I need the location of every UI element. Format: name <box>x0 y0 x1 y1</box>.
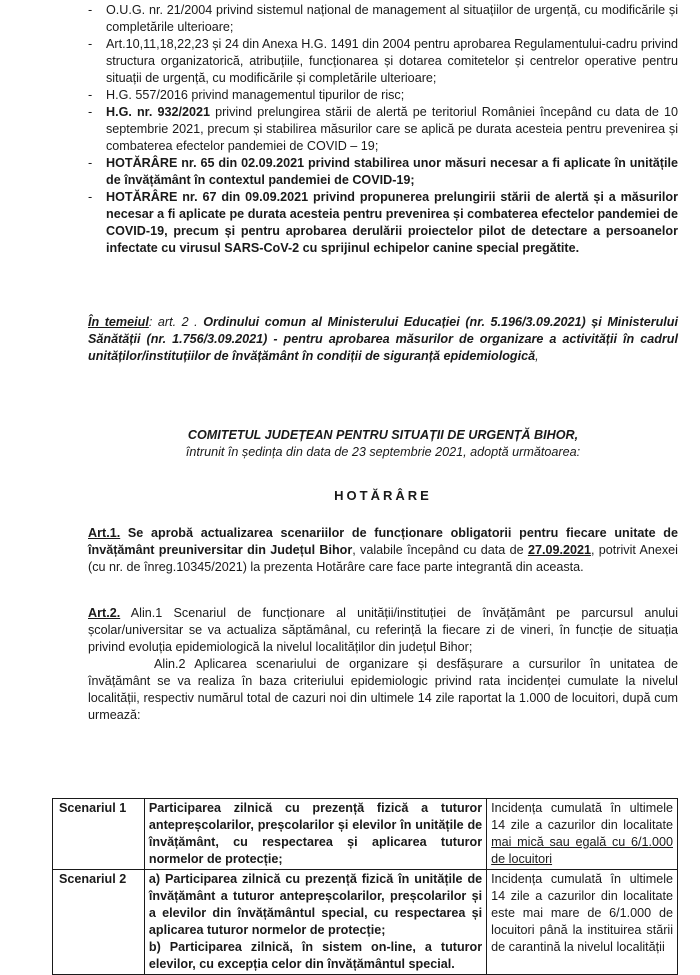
temei-text: : art. 2 . <box>148 315 204 329</box>
bullet-dash: - <box>88 156 93 170</box>
list-item <box>88 104 678 155</box>
article-1-label: Art.1. <box>88 526 121 540</box>
measure-text: a) Participarea zilnică cu prezență fizică în unitățile de învățământ a tuturor antepreșcolarilor, preșcolarilor și a elevilor din învățământul special, cu respectarea și aplicarea tuturor normelor de protecție; <box>148 872 483 937</box>
list-item <box>88 155 678 189</box>
scenario-measure <box>144 870 486 975</box>
bullet-dash: - <box>88 3 93 17</box>
list-item-text: O.U.G. nr. 21/2004 privind sistemul național de management al situațiilor de urgență, cu modificările și completările ulterioare; <box>106 3 678 34</box>
list-item-text: H.G. 557/2016 privind managementul tipurilor de risc; <box>106 88 405 102</box>
scenario-name: Scenariul 2 <box>53 870 145 975</box>
article-2-paragraph-1 <box>88 605 678 656</box>
measure-text-b: b) Participarea zilnică, în sistem on-line, a tuturor elevilor, cu excepția celor din învățământul special. <box>148 940 483 971</box>
committee-name: COMITETUL JUDEȚEAN PENTRU SITUAȚII DE URGENȚĂ BIHOR, <box>187 428 579 442</box>
temei-label: În temeiul <box>88 315 149 329</box>
article-1-text: , valabile începând cu data de <box>352 543 528 557</box>
scenario-measure <box>144 799 486 870</box>
criterion-text: Incidența cumulată în ultimele 14 zile a cazurilor din localitate este mai mare de 6/1.000 de locuitori până la instituirea stării de carantină la nivelul localității <box>491 872 673 954</box>
article-2-text: Alin.1 Scenariul de funcționare al unității/instituției de învățământ pe parcursul anului școlar/universitar se va actualiza săptămânal, cu referință la fiecare zi de vineri, în funcție de situația privind evoluția epidemiologică la nivelul localităților din județul Bihor; <box>88 606 678 654</box>
list-item <box>88 36 678 87</box>
scenario-criterion <box>487 870 678 975</box>
list-item-text: privind prelungirea stării de alertă pe teritoriul României începând cu data de 10 septembrie 2021, precum și stabilirea măsurilor care se aplică pe durata acesteia pentru prevenirea și combaterea efectelor pandemiei de COVID – 19; <box>106 105 679 153</box>
list-item <box>88 2 678 36</box>
list-item <box>88 189 678 257</box>
bullet-dash: - <box>88 105 93 119</box>
document-title: HOTĂRÂRE <box>334 488 432 503</box>
list-item-text: Art.10,11,18,22,23 și 24 din Anexa H.G. 1491 din 2004 pentru aprobarea Regulamentului-cadru privind structura organizatorică, atribuțiile, funcționarea și dotarea comitetelor și centrelor operative pentru situații de urgență, cu modificările și completările ulterioare; <box>106 37 678 85</box>
measure-text: Participarea zilnică cu prezență fizică a tuturor antepreșcolarilor, preșcolarilor și elevilor în unitățile de învățământ, cu respectarea și aplicarea tuturor normelor de protecție; <box>148 801 483 866</box>
scenario-criterion <box>487 799 678 870</box>
article-1-date: 27.09.2021 <box>527 543 591 557</box>
article-1 <box>88 525 678 576</box>
committee-line: întrunit în ședința din data de 23 septembrie 2021, adoptă următoarea: <box>185 445 581 459</box>
temei-end: , <box>535 349 539 363</box>
criterion-underlined: mai mică sau egală cu 6/1.000 de locuitori <box>491 835 673 866</box>
scenarios-table <box>52 798 678 975</box>
list-item-bold: HOTĂRÂRE nr. 65 din 02.09.2021 privind stabilirea unor măsuri necesar a fi aplicate în unitățile de învățământ în contextul pandemiei de COVID-19; <box>106 156 678 187</box>
bullet-dash: - <box>88 37 93 51</box>
table-row <box>53 870 678 975</box>
committee-header <box>88 427 678 461</box>
criterion-text: Incidența cumulată în ultimele 14 zile a cazurilor din localitate <box>491 801 673 832</box>
article-1-bold: Se aprobă actualizarea scenariilor de funcționare obligatorii pentru fiecare unitate de învățământ preuniversitar din Județul Bihor <box>88 526 678 557</box>
article-2-label: Art.2. <box>88 606 121 620</box>
article-1-end: , potrivit Anexei (cu nr. de înreg.10345/2021) la prezenta Hotărâre care face parte integrantă din aceasta. <box>88 543 678 574</box>
legal-basis-list <box>88 2 678 257</box>
scenario-name: Scenariul 1 <box>53 799 145 870</box>
article-2-paragraph-2: Alin.2 Aplicarea scenariului de organizare și desfășurare a cursurilor în unitatea de învățământ se va realiza în baza criteriului epidemiologic privind rata incidenței cumulate la nivelul localității, respectiv numărul total de cazuri noi din ultimele 14 zile raportat la 1.000 de locuitori, după cum urmează: <box>88 657 678 722</box>
article-2 <box>88 605 678 724</box>
bullet-dash: - <box>88 88 93 102</box>
legal-basis-paragraph <box>88 314 678 365</box>
temei-bold: Ordinului comun al Ministerului Educației (nr. 5.196/3.09.2021) și Ministerului Sănătății (nr. 1.756/3.09.2021) - pentru aprobarea măsurilor de organizare a activității în cadrul unităților/instituțiilor de învățământ în condiții de siguranță epidemiologică <box>88 315 678 363</box>
table-row <box>53 799 678 870</box>
list-item-bold: H.G. nr. 932/2021 <box>106 105 210 119</box>
list-item-bold: HOTĂRÂRE nr. 67 din 09.09.2021 privind propunerea prelungirii stării de alertă și a măsurilor necesar a fi aplicate pe durata acesteia pentru prevenirea și combaterea efectelor pandemiei de COVID-19, precum și pentru aprobarea derulării proiectelor pilot de detectare a persoanelor infectate cu virusul SARS-CoV-2 cu sprijinul echipelor canine special pregătite. <box>106 190 678 255</box>
list-item <box>88 87 678 104</box>
bullet-dash: - <box>88 190 93 204</box>
